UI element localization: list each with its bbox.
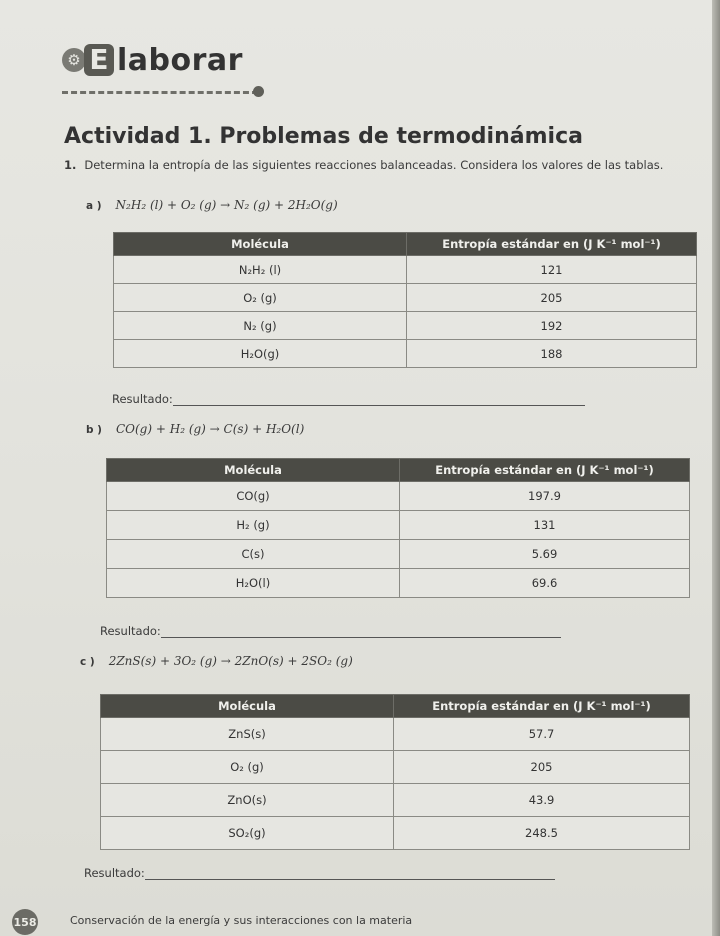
entropy-cell: 121	[407, 256, 697, 284]
entropy-cell: 131	[400, 511, 690, 540]
molecule-cell: O₂ (g)	[101, 751, 394, 784]
entropy-cell: 57.7	[394, 718, 690, 751]
molecule-cell: ZnS(s)	[101, 718, 394, 751]
molecule-cell: N₂ (g)	[114, 312, 407, 340]
table-row	[114, 284, 697, 312]
table-row	[114, 312, 697, 340]
reaction-letter: a )	[86, 200, 102, 212]
instruction-number: 1.	[64, 158, 77, 172]
table-header-molecule: Molécula	[101, 695, 394, 718]
result-a	[112, 392, 585, 406]
entropy-table-b	[106, 458, 690, 598]
table-row	[107, 482, 690, 511]
molecule-cell: H₂ (g)	[107, 511, 400, 540]
page-title: Actividad 1. Problemas de termodinámica	[64, 124, 583, 149]
result-c	[84, 866, 555, 880]
molecule-cell: N₂H₂ (l)	[114, 256, 407, 284]
result-answer-line[interactable]	[161, 625, 561, 638]
entropy-table-a	[113, 232, 697, 368]
table-row	[114, 340, 697, 368]
molecule-cell: H₂O(l)	[107, 569, 400, 598]
table-row	[101, 718, 690, 751]
reaction-equation: 2ZnS(s) + 3O₂ (g) → 2ZnO(s) + 2SO₂ (g)	[108, 654, 353, 668]
molecule-cell: O₂ (g)	[114, 284, 407, 312]
table-row	[101, 784, 690, 817]
table-row	[107, 511, 690, 540]
molecule-cell: ZnO(s)	[101, 784, 394, 817]
reaction-equation: N₂H₂ (l) + O₂ (g) → N₂ (g) + 2H₂O(g)	[115, 198, 338, 212]
table-row	[107, 569, 690, 598]
logo-letter-badge: E	[84, 44, 114, 76]
entropy-cell: 205	[394, 751, 690, 784]
entropy-cell: 43.9	[394, 784, 690, 817]
table-row	[101, 817, 690, 850]
molecule-cell: C(s)	[107, 540, 400, 569]
reaction-letter: b )	[86, 424, 102, 436]
table-row	[101, 751, 690, 784]
result-b	[100, 624, 561, 638]
result-label: Resultado:	[112, 392, 173, 406]
result-answer-line[interactable]	[173, 393, 585, 406]
entropy-cell: 5.69	[400, 540, 690, 569]
entropy-cell: 197.9	[400, 482, 690, 511]
reaction-c	[80, 654, 353, 668]
entropy-table-c	[100, 694, 690, 850]
result-answer-line[interactable]	[145, 867, 555, 880]
instruction	[64, 158, 663, 172]
reaction-b	[86, 422, 304, 436]
logo-text: laborar	[117, 42, 243, 78]
gear-icon: ⚙	[62, 48, 86, 72]
entropy-cell: 69.6	[400, 569, 690, 598]
table-header-entropy: Entropía estándar en (J K⁻¹ mol⁻¹)	[407, 233, 697, 256]
entropy-cell: 192	[407, 312, 697, 340]
molecule-cell: SO₂(g)	[101, 817, 394, 850]
result-label: Resultado:	[100, 624, 161, 638]
entropy-cell: 188	[407, 340, 697, 368]
reaction-letter: c )	[80, 656, 95, 668]
molecule-cell: CO(g)	[107, 482, 400, 511]
table-row	[107, 540, 690, 569]
molecule-cell: H₂O(g)	[114, 340, 407, 368]
entropy-cell: 248.5	[394, 817, 690, 850]
reaction-a	[86, 198, 338, 212]
entropy-cell: 205	[407, 284, 697, 312]
footer-text: Conservación de la energía y sus interacciones con la materia	[70, 914, 413, 927]
logo-dashed-line	[62, 91, 258, 94]
table-header-molecule: Molécula	[107, 459, 400, 482]
result-label: Resultado:	[84, 866, 145, 880]
instruction-text: Determina la entropía de las siguientes reacciones balanceadas. Considera los valores de las tablas.	[84, 158, 664, 172]
table-header-entropy: Entropía estándar en (J K⁻¹ mol⁻¹)	[394, 695, 690, 718]
reaction-equation: CO(g) + H₂ (g) → C(s) + H₂O(l)	[115, 422, 305, 436]
page-edge	[712, 0, 720, 936]
table-row	[114, 256, 697, 284]
logo-dot	[253, 86, 264, 97]
page-number-badge: 158	[12, 909, 38, 935]
elaborar-logo	[62, 40, 243, 80]
table-header-molecule: Molécula	[114, 233, 407, 256]
table-header-entropy: Entropía estándar en (J K⁻¹ mol⁻¹)	[400, 459, 690, 482]
